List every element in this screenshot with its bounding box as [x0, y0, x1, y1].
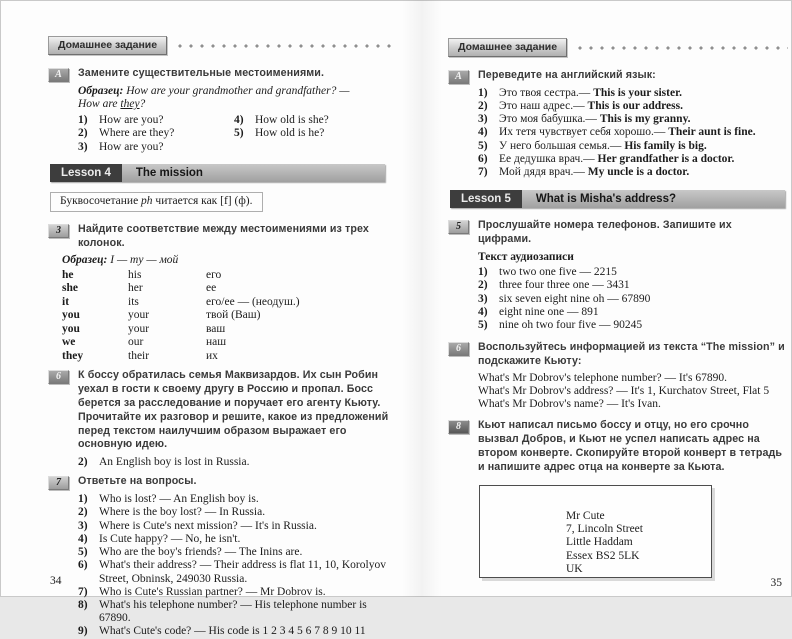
- answer-line: [78, 456, 395, 469]
- list-item: [78, 114, 234, 127]
- exercise-badge-6: 6: [48, 370, 69, 384]
- address-line: 7, Lincoln Street: [566, 522, 643, 535]
- list-item: [478, 126, 788, 139]
- list-item: [78, 520, 395, 533]
- table-cell: you: [62, 322, 80, 335]
- item-text: [499, 166, 788, 179]
- table-cell: its: [128, 295, 139, 308]
- address-line: Little Haddam: [566, 536, 633, 549]
- item-number: 3): [478, 292, 488, 305]
- sample-line: [78, 85, 395, 111]
- russian-text: Это наш адрес.—: [499, 100, 585, 113]
- item-number: 1): [478, 266, 488, 279]
- russian-text: Это твоя сестра.—: [499, 86, 591, 99]
- exercise-instruction: Замените существительные местоимениями.: [78, 67, 325, 79]
- item-text: An English boy is lost in Russia.: [99, 456, 250, 469]
- sample-line: [62, 254, 395, 267]
- item-number: 5): [234, 127, 244, 140]
- table-cell: his: [128, 268, 142, 281]
- item-number: 3): [78, 140, 88, 153]
- question-list: [78, 493, 395, 638]
- lesson-title: The mission: [122, 164, 385, 182]
- list-item: [478, 319, 788, 332]
- item-number: 2): [78, 456, 88, 469]
- english-text: This is your sister.: [593, 86, 683, 99]
- english-text: His family is big.: [624, 139, 707, 152]
- russian-text: У него большая семья.—: [499, 139, 622, 152]
- table-cell: your: [128, 309, 150, 322]
- lesson-number-badge: Lesson 4: [50, 164, 122, 182]
- dotted-separator: [575, 41, 788, 55]
- qa-line: What's Mr Dobrov's telephone number? — It's 67890.: [478, 371, 727, 384]
- exercise-5: [448, 219, 788, 332]
- exercise-badge-8: 8: [448, 420, 469, 434]
- english-text: This is our address.: [587, 100, 683, 113]
- item-number: 5): [478, 319, 488, 332]
- lesson-number-badge: Lesson 5: [450, 190, 522, 208]
- item-text: Who are the boy's friends? — The Inins are.: [99, 546, 303, 559]
- item-number: 9): [78, 625, 88, 638]
- list-item: [78, 141, 234, 154]
- english-text: Their aunt is fine.: [668, 126, 756, 139]
- table-cell: его/ее — (неодуш.): [206, 295, 300, 308]
- item-number: 1): [78, 114, 88, 127]
- page-number: 34: [50, 575, 62, 587]
- list-item: [478, 113, 788, 126]
- dotted-separator: [175, 39, 395, 53]
- page-number: 35: [770, 577, 782, 589]
- item-text: eight nine one — 891: [499, 305, 599, 318]
- table-cell: it: [62, 295, 70, 308]
- exercise-badge-3: 3: [48, 224, 69, 238]
- english-text: My uncle is a doctor.: [587, 166, 690, 179]
- table-cell: your: [128, 322, 150, 335]
- exercise-instruction: Прослушайте номера телефонов. Запишите их цифрами.: [478, 219, 732, 246]
- item-text: What's Cute's code? — His code is 1 2 3 4 5 6 7 8 9 10 11: [99, 625, 366, 638]
- item-number: 6): [478, 152, 488, 165]
- item-number: 3): [478, 113, 488, 126]
- item-text: How are you?: [99, 140, 164, 153]
- list-item: [234, 127, 395, 140]
- exercise-6: [448, 341, 788, 411]
- item-text: two two one five — 2215: [499, 266, 617, 279]
- item-text: Who is Cute's Russian partner? — Mr Dobrov is.: [99, 585, 326, 598]
- homework-header: Домашнее задание: [448, 38, 567, 57]
- table-cell: they: [62, 349, 84, 362]
- item-number: 8): [78, 598, 88, 611]
- russian-text: Ее дедушка врач.—: [499, 152, 595, 165]
- item-number: 5): [78, 546, 88, 559]
- item-text: [499, 87, 788, 100]
- homework-header-row: [448, 38, 788, 57]
- exercise-badge-a: A: [448, 70, 469, 84]
- exercise-8: [448, 419, 788, 577]
- list-item: [78, 546, 395, 559]
- sample-text: ?: [139, 98, 146, 111]
- exercise-badge-5: 5: [448, 220, 469, 234]
- list-item: [478, 140, 788, 153]
- item-number: 2): [78, 506, 88, 519]
- right-page: [448, 0, 788, 597]
- exercise-badge-6: 6: [448, 342, 469, 356]
- list-item: [478, 266, 788, 279]
- qa-line: What's Mr Dobrov's address? — It's 1, Kurchatov Street, Flat 5: [478, 385, 770, 398]
- item-number: 4): [478, 126, 488, 139]
- homework-header-row: [48, 36, 395, 55]
- item-number: 1): [78, 493, 88, 506]
- sample-underlined-word: they: [120, 98, 140, 111]
- item-text: [499, 140, 788, 153]
- table-cell: he: [62, 268, 74, 281]
- lesson-title: What is Misha's address?: [522, 190, 785, 208]
- item-text: What's his telephone number? — His telephone number is 67890.: [99, 598, 367, 625]
- phonetic-note-text: читается как [f] (ф).: [152, 194, 253, 207]
- item-text: [499, 153, 788, 166]
- table-cell: our: [128, 336, 144, 349]
- exercise-badge-7: 7: [48, 476, 69, 490]
- table-cell: его: [206, 268, 222, 281]
- item-text: Where are they?: [99, 127, 175, 140]
- left-page: [48, 0, 395, 638]
- lesson-header: [450, 190, 785, 208]
- qa-lines: [478, 372, 788, 412]
- russian-text: Их тетя чувствует себя хорошо.—: [499, 126, 666, 139]
- english-text: Her grandfather is a doctor.: [597, 152, 735, 165]
- phonetic-note-letters: ph: [141, 194, 153, 207]
- item-text: nine oh two four five — 90245: [499, 319, 643, 332]
- item-text: How old is he?: [255, 127, 325, 140]
- item-text: How old is she?: [255, 114, 329, 127]
- item-text: How are you?: [99, 114, 164, 127]
- list-item: [478, 279, 788, 292]
- table-cell: их: [206, 349, 218, 362]
- translation-list: [478, 87, 788, 180]
- list-item: [478, 87, 788, 100]
- item-text: Is Cute happy? — No, he isn't.: [99, 532, 241, 545]
- exercise-instruction: Переведите на английский язык:: [478, 69, 656, 81]
- sample-text: How are: [78, 98, 121, 111]
- exercise-7: [48, 475, 395, 638]
- russian-text: Это моя бабушка.—: [499, 113, 597, 126]
- list-item: [78, 533, 395, 546]
- sample-text: I — my — мой: [110, 253, 179, 266]
- table-cell: their: [128, 349, 150, 362]
- item-text: six seven eight nine oh — 67890: [499, 292, 651, 305]
- list-item: [78, 127, 234, 140]
- item-number: 7): [478, 166, 488, 179]
- item-number: 4): [234, 114, 244, 127]
- table-cell: ваш: [206, 322, 226, 335]
- item-text: Who is lost? — An English boy is.: [99, 493, 259, 506]
- item-number: 1): [478, 86, 488, 99]
- item-text: [499, 126, 788, 139]
- item-text: three four three one — 3431: [499, 279, 630, 292]
- list-item: [78, 493, 395, 506]
- item-number: 7): [78, 585, 88, 598]
- table-cell: ее: [206, 282, 217, 295]
- phonetic-note: [50, 192, 263, 212]
- lesson-header: [50, 164, 385, 182]
- exercise-instruction: К боссу обратилась семья Маквизардов. Их сын Робин уехал в гости к своему другу в Россию и пропал. Босс берется за расследование и поручает его агенту Кьюту. Прочитайте их разговор и решите, какое из предложений перед текстом наилучшим образом выражает его основную идею.: [78, 369, 389, 451]
- item-number: 5): [478, 139, 488, 152]
- list-item: [478, 153, 788, 166]
- item-text: [499, 113, 788, 126]
- exercise-a: [48, 67, 395, 154]
- homework-header: Домашнее задание: [48, 36, 167, 55]
- envelope: [479, 485, 712, 578]
- list-item: [78, 599, 395, 625]
- item-number: 2): [78, 127, 88, 140]
- audio-script-title: Текст аудиозаписи: [478, 250, 574, 263]
- phone-number-list: [478, 266, 788, 332]
- exercise-6: [48, 369, 395, 469]
- table-cell: наш: [206, 336, 227, 349]
- item-text: Where is Cute's next mission? — It's in Russia.: [99, 519, 317, 532]
- item-number: 6): [78, 559, 88, 572]
- list-item: [78, 559, 395, 585]
- item-text: Where is the boy lost? — In Russia.: [99, 506, 266, 519]
- item-number: 4): [78, 532, 88, 545]
- list-item: [78, 586, 395, 599]
- russian-text: Мой дядя врач.—: [499, 166, 585, 179]
- exercise-instruction: Ответьте на вопросы.: [78, 475, 197, 488]
- pronoun-table: [62, 269, 395, 364]
- item-number: 2): [478, 100, 488, 113]
- table-cell: we: [62, 336, 76, 349]
- table-cell: her: [128, 282, 143, 295]
- list-item: [478, 166, 788, 179]
- list-item: [78, 506, 395, 519]
- table-cell: she: [62, 282, 78, 295]
- english-text: This is my granny.: [599, 113, 691, 126]
- address-line: Mr Cute: [566, 509, 605, 522]
- item-text: What's their address? — Their address is flat 11, 10, Korolyov Street, Obninsk, 249030 Russia.: [99, 559, 386, 585]
- exercise-badge-a: A: [48, 68, 69, 82]
- qa-line: What's Mr Dobrov's name? — It's Ivan.: [478, 398, 661, 411]
- exercise-a: [448, 69, 788, 179]
- question-list: [78, 114, 395, 154]
- exercise-instruction: Найдите соответствие между местоимениями из трех колонок.: [78, 223, 369, 249]
- table-cell: you: [62, 309, 80, 322]
- exercise-3: [48, 223, 395, 363]
- list-item: [78, 625, 395, 638]
- list-item: [478, 306, 788, 319]
- address-line: UK: [566, 562, 583, 575]
- list-item: [478, 293, 788, 306]
- exercise-instruction: Воспользуйтесь информацией из текста “The mission” и подскажите Кьюту:: [478, 341, 785, 368]
- phonetic-note-text: Буквосочетание: [60, 194, 142, 207]
- page-gutter: [402, 0, 442, 597]
- sample-text: How are your grandmother and grandfather? —: [126, 84, 350, 97]
- envelope-address: [566, 510, 711, 576]
- list-item: [234, 114, 395, 127]
- item-text: [499, 100, 788, 113]
- exercise-instruction: Кьют написал письмо боссу и отцу, но его срочно вызвал Добров, и Кьют не успел написать адрес на втором конверте. Скопируйте второй конверт в тетрадь и напишите адрес отца на конверте за Кьюта.: [478, 419, 783, 473]
- item-number: 2): [478, 279, 488, 292]
- table-cell: твой (Ваш): [206, 309, 261, 322]
- sample-label: Образец:: [62, 253, 108, 266]
- sample-label: Образец:: [78, 84, 124, 97]
- item-number: 4): [478, 305, 488, 318]
- list-item: [478, 100, 788, 113]
- address-line: Essex BS2 5LK: [566, 549, 640, 562]
- item-number: 3): [78, 519, 88, 532]
